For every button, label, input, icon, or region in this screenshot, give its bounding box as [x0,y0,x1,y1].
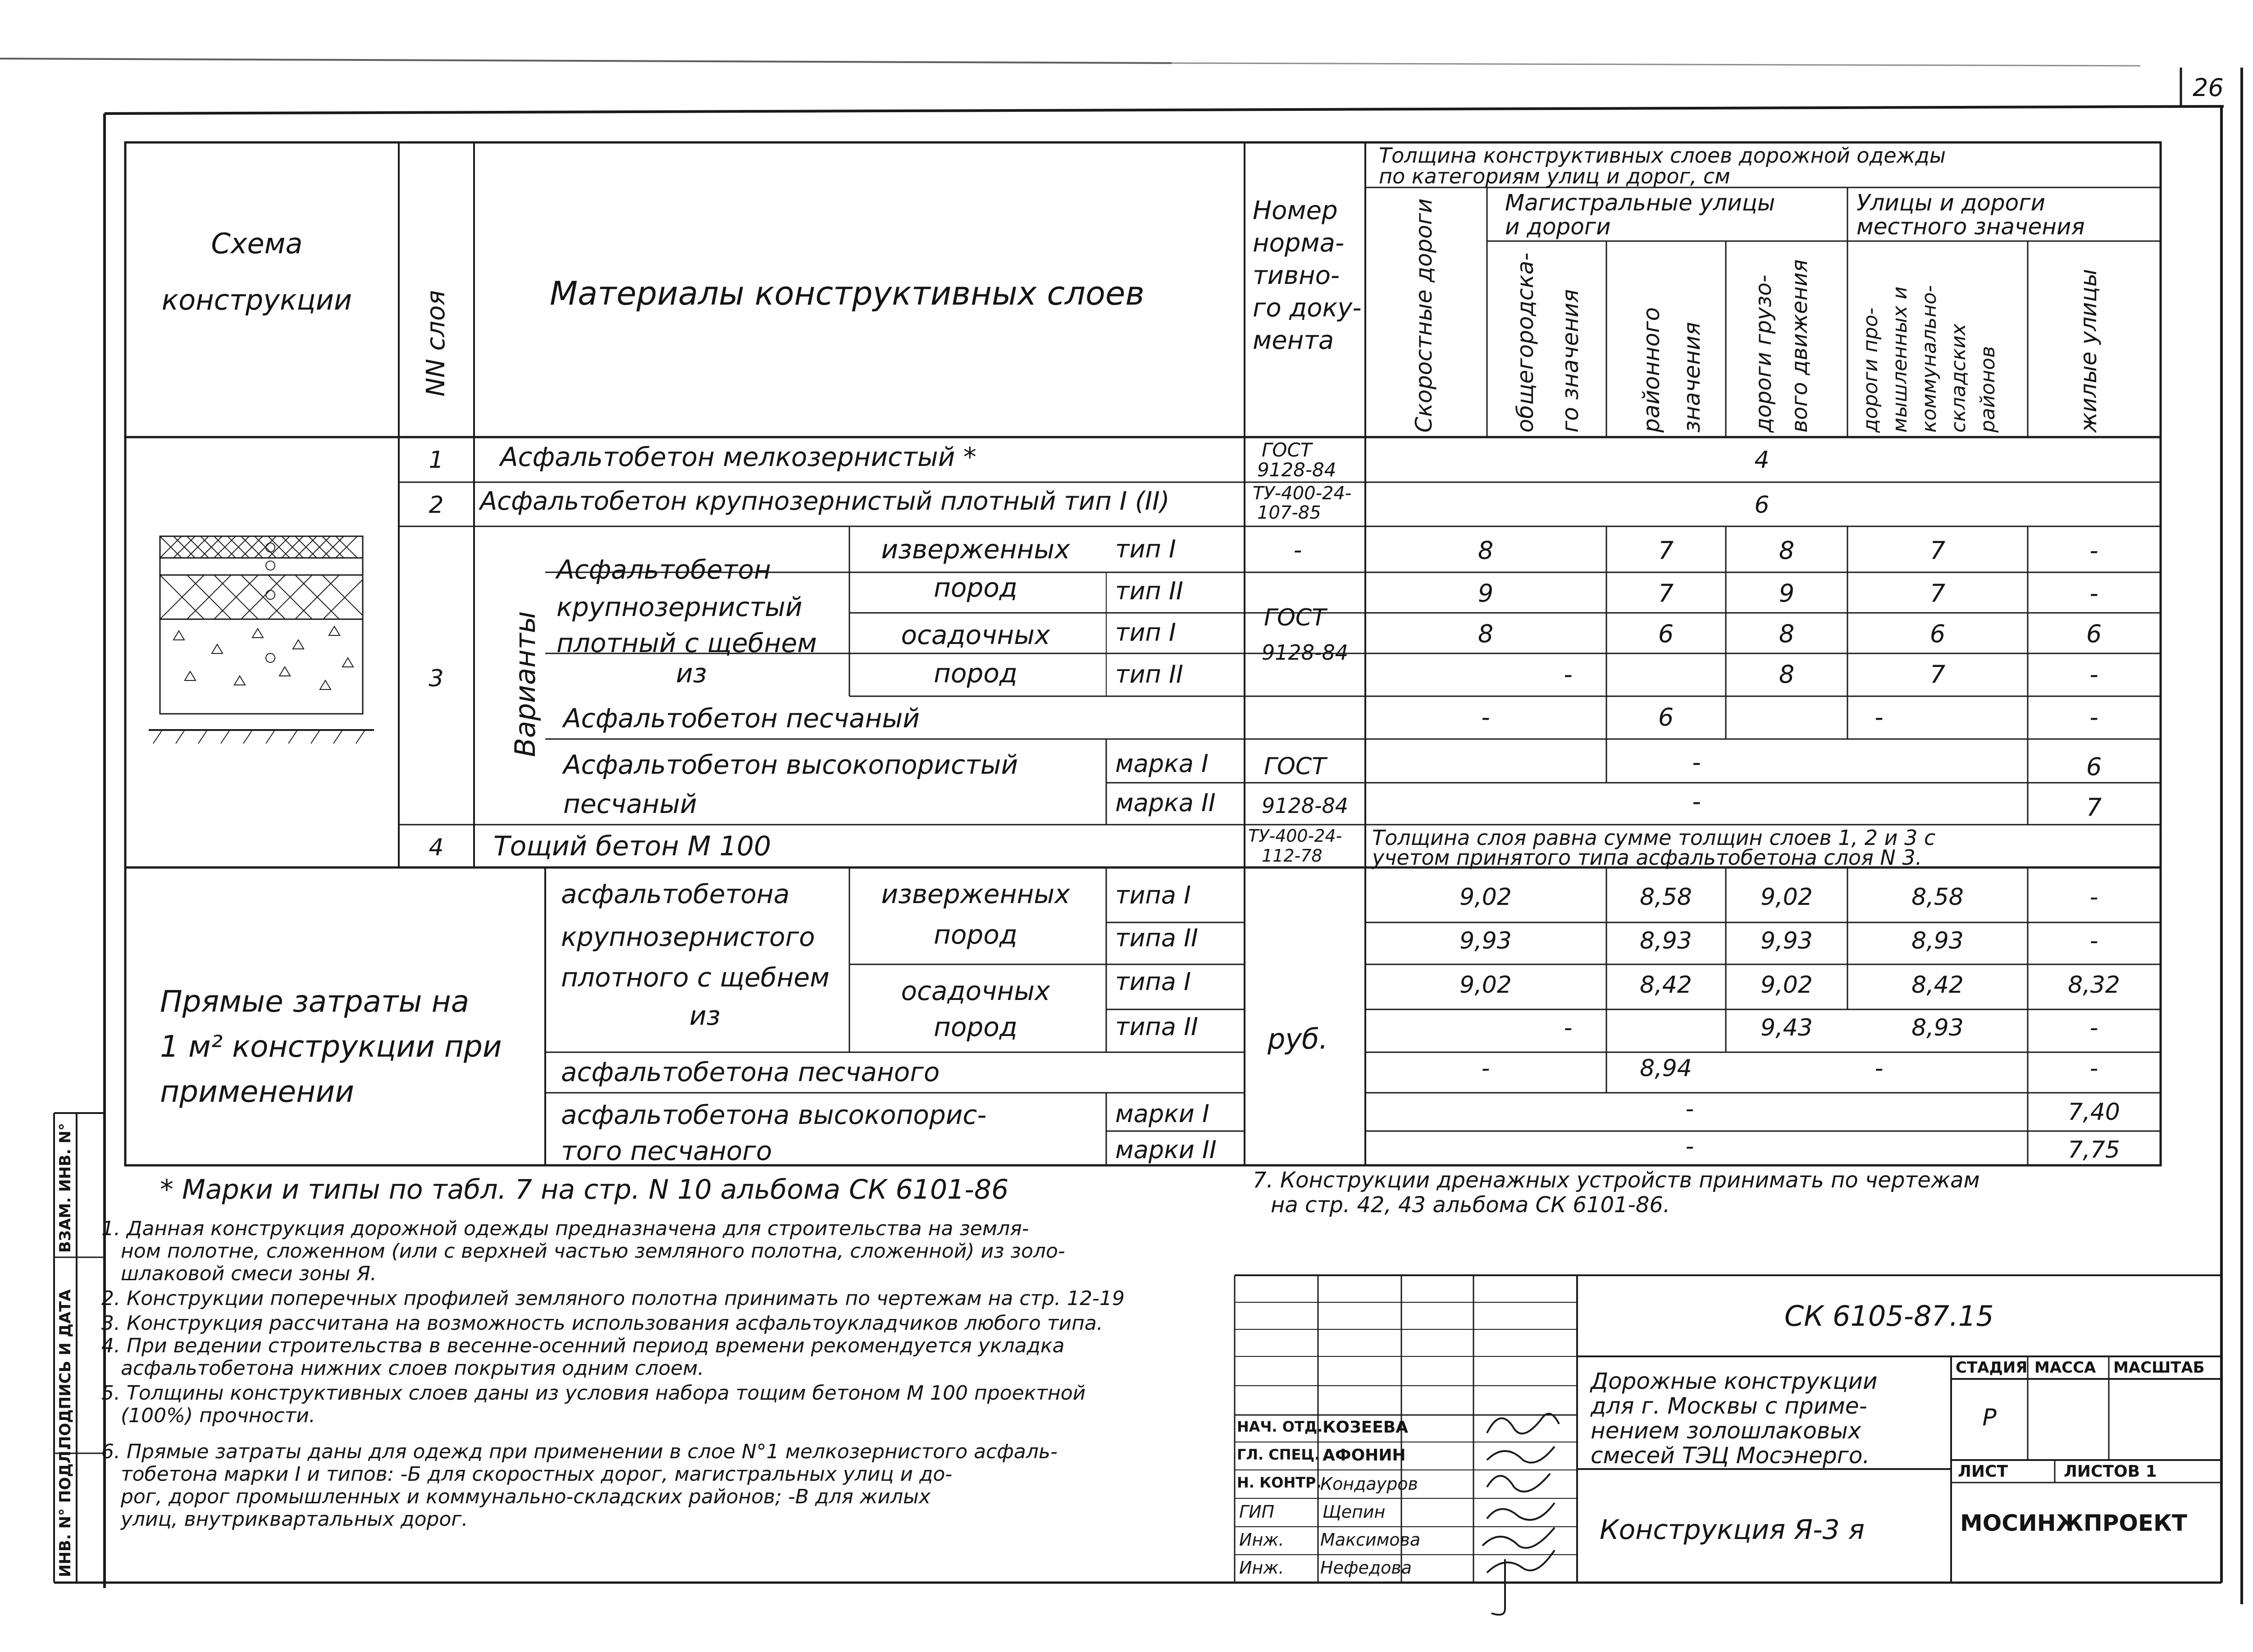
note-6-line-3: рог, дорог промышленных и коммунально-складских районов; -В для жилых [121,1485,931,1508]
note-4-line-2: асфальтобетона нижних слоев покрытия одним слоем. [121,1357,704,1380]
stamp-role-6: Инж. [1239,1558,1284,1578]
stamp-name-5: Максимова [1320,1530,1421,1550]
costs-mat-4: из [689,1000,721,1031]
l3-r1-industrial: 7 [1929,536,1946,565]
layer2-doc-1: ТУ-400-24- [1253,483,1352,504]
note-6-line-1: 6. Прямые затраты даны для одежд при применении в слое N°1 мелкозернистого асфаль- [101,1440,1058,1463]
layer3-igneous-1: изверженных [881,534,1070,565]
l3-sand-v3: - [1874,703,1884,731]
stamp-org: МОСИНЖПРОЕКТ [1960,1510,2187,1536]
header-col-citywide-1: общегородска- [1512,252,1538,433]
header-norm-doc-5: мента [1253,326,1334,355]
layer3-mat-3: плотный с щебнем [556,628,817,658]
header-col-citywide-2: го значения [1557,289,1583,433]
stamp-role-3: Н. КОНТР. [1237,1474,1322,1491]
header-scheme-2: конструкции [161,283,352,316]
note-1-line-3: шлаковой смеси зоны Я. [121,1262,377,1285]
stamp-code: СК 6105-87.15 [1784,1300,1994,1333]
l3-porous-label-2: песчаный [563,789,697,819]
costs-type1-b: типа I [1115,967,1191,996]
cost-porous-r2: 7,75 [2068,1136,2120,1164]
note-5-line-1: 5. Толщины конструктивных слоев даны из условия набора тощим бетоном М 100 проектной [101,1382,1086,1405]
l3-r3-residential: 6 [2086,620,2102,648]
layer1-material: Асфальтобетон мелкозернистый * [500,442,976,472]
l3-r2-industrial: 7 [1929,579,1946,607]
layer2-value: 6 [1754,492,1770,519]
costs-sedimentary-2: пород [934,1012,1017,1042]
cost-r2-residential: - [2089,927,2098,954]
header-col-industrial-3: коммунально- [1918,285,1941,433]
cost-r4-industrial: 8,93 [1911,1014,1964,1041]
header-col-district-1: районного [1638,307,1665,433]
signatures [1482,1414,1559,1615]
l3-porous-v1: - [1692,748,1701,776]
l3-sand-v2: 6 [1658,703,1674,731]
layer3-type1-a: тип I [1115,535,1176,563]
costs-mat-2: крупнозернистого [561,922,815,952]
cost-porous-label-1: асфальтобетона высокопорис- [561,1100,987,1130]
layer4-material: Тощий бетон М 100 [493,831,771,862]
note-2: 2. Конструкции поперечных профилей земляного полотна принимать по чертежам на стр. 12-19 [101,1287,1125,1310]
layer2-material: Асфальтобетон крупнозернистый плотный тип I (II) [480,487,1170,516]
header-norm-doc-3: тивно- [1253,261,1340,290]
stamp-title-4: смесей ТЭЦ Мосэнерго. [1591,1442,1870,1469]
layer1-value: 4 [1754,447,1770,474]
header-col-industrial-2: мышленных и [1888,286,1911,433]
stamp-sheet-title: Конструкция Я-3 я [1600,1514,1865,1546]
note-6-line-4: улиц, внутриквартальных дорог. [121,1508,468,1531]
stamp-name-4: Щепин [1323,1502,1386,1522]
l3-r1-main: 8 [1478,536,1494,565]
l3-r4-main: - [1564,660,1573,689]
layer3-sedimentary-1: осадочных [901,620,1050,650]
l3-sand-v1: - [1481,703,1490,731]
note-6-line-2: тобетона марки I и типов: -Б для скоростных дорог, магистральных улиц и до- [121,1463,953,1486]
l3-sand-label: Асфальтобетон песчаный [563,703,920,734]
costs-sedimentary-1: осадочных [901,976,1050,1006]
header-col-industrial-5: районов [1976,346,1999,433]
costs-mat-1: асфальтобетона [561,879,790,909]
layer2-doc-2: 107-85 [1257,502,1321,523]
costs-title-2: 1 м² конструкции при [160,1029,502,1064]
l3-r2-district: 7 [1658,579,1674,607]
cost-r2-main: 9,93 [1459,927,1512,954]
header-thickness-1: Толщина конструктивных слоев дорожной одежды [1379,143,1946,168]
cost-porous-label-2: того песчаного [561,1136,772,1166]
page-number: 26 [2193,73,2224,102]
stamp-title-1: Дорожные конструкции [1591,1368,1878,1394]
cost-sand-v1: - [1481,1055,1490,1082]
cost-porous-mark2: марки II [1115,1136,1217,1164]
header-materials: Материалы конструктивных слоев [550,274,1145,312]
layer3-mat-1: Асфальтобетон [556,554,771,585]
costs-title-1: Прямые затраты на [160,984,470,1019]
layer3-type1-b: тип I [1115,618,1176,647]
header-col-industrial-4: складских [1947,324,1970,433]
layer3-doc-dash: - [1293,537,1302,564]
l3-r3-freight: 8 [1779,620,1795,648]
stamp-role-5: Инж. [1239,1530,1284,1550]
header-scheme-1: Схема [211,227,303,260]
stamp-name-6: Нефедова [1320,1558,1412,1578]
layer4-doc-2: 112-78 [1262,846,1323,866]
costs-type2-a: типа II [1115,924,1198,952]
note-3: 3. Конструкция рассчитана на возможность использования асфальтоукладчиков любого типа. [101,1312,1103,1335]
layer3-type2-b: тип II [1115,660,1183,689]
layer1-doc-1: ГОСТ [1262,439,1312,461]
header-group-main-1: Магистральные улицы [1505,190,1775,216]
stamp-role-2: ГЛ. СПЕЦ. [1237,1446,1320,1463]
stamp-mass-header: МАССА [2034,1359,2096,1377]
cost-r4-freight: 9,43 [1760,1014,1813,1041]
layer3-igneous-2: пород [934,572,1017,603]
l3-r3-industrial: 6 [1929,620,1946,648]
header-norm-doc-2: норма- [1253,228,1345,258]
header-col-express: Скоростные дороги [1411,198,1437,433]
layer3-variants: Варианты [509,611,542,757]
header-col-freight-1: дороги грузо- [1751,274,1776,433]
costs-mat-3: плотного с щебнем [561,962,830,993]
costs-igneous-2: пород [934,919,1017,950]
layer4-doc-1: ТУ-400-24- [1248,826,1342,846]
l3-r2-freight: 9 [1779,579,1795,607]
layer3-doc-1: ГОСТ [1264,604,1326,631]
layer4-note-2: учетом принятого типа асфальтобетона слоя N 3. [1372,845,1922,870]
stamp-scale-header: МАСШТАБ [2113,1359,2205,1377]
header-group-local-1: Улицы и дороги [1856,190,2045,216]
layer4-note-1: Толщина слоя равна сумме толщин слоев 1, 2 и 3 с [1372,826,1936,850]
layer3-doc-2: 9128-84 [1262,640,1349,665]
costs-type2-b: типа II [1115,1013,1198,1041]
l3-porous-mark2: марка II [1115,789,1216,817]
cost-r1-residential: - [2089,884,2098,911]
l3-r1-freight: 8 [1779,536,1795,565]
layer3-mat-4: из [676,658,707,689]
l3-r2-residential: - [2089,579,2098,607]
layer3-sedimentary-2: пород [934,658,1017,689]
cost-r3-main: 9,02 [1459,972,1512,999]
cost-porous-v2: - [1685,1133,1694,1160]
cost-r2-district: 8,93 [1640,927,1692,954]
l3-r3-main: 8 [1478,620,1494,648]
header-norm-doc-1: Номер [1253,196,1338,225]
side-stamp-replace: ВЗАМ. ИНВ. N° [56,1123,74,1253]
header-norm-doc-4: го доку- [1253,293,1362,323]
stamp-role-4: ГИП [1239,1502,1275,1522]
costs-title-3: применении [160,1074,355,1109]
note-7-line-2: на стр. 42, 43 альбома СК 6101-86. [1271,1192,1670,1218]
stamp-name-2: АФОНИН [1323,1446,1406,1465]
l3-r4-industrial: 7 [1929,660,1946,689]
construction-scheme-drawing [149,536,374,744]
layer2-no: 2 [429,492,444,519]
header-group-main-2: и дороги [1505,214,1611,240]
cost-r3-freight: 9,02 [1760,972,1813,999]
note-7-line-1: 7. Конструкции дренажных устройств принимать по чертежам [1253,1168,1980,1193]
costs-type1-a: типа I [1115,881,1191,909]
cost-sand-label: асфальтобетона песчаного [561,1057,940,1087]
l3-porous-r2: 7 [2086,793,2102,821]
costs-unit: руб. [1268,1022,1328,1055]
l3-r3-district: 6 [1658,620,1674,648]
layer1-no: 1 [429,447,444,474]
cost-r2-industrial: 8,93 [1911,927,1964,954]
stamp-name-3: Кондауров [1320,1474,1418,1494]
header-col-industrial-1: дороги про- [1859,307,1882,433]
l3-r4-freight: 8 [1779,660,1795,689]
note-4-line-1: 4. При ведении строительства в весенне-осенний период времени рекомендуется укладка [101,1334,1065,1357]
side-stamp-inv: ИНВ. N° ПОДЛ. [56,1445,74,1577]
header-layer-no: NN слоя [421,290,451,397]
cost-sand-v3: - [1874,1055,1884,1082]
costs-igneous-1: изверженных [881,879,1070,909]
cost-sand-v4: - [2089,1055,2098,1082]
header-thickness-2: по категориям улиц и дорог, см [1379,164,1730,188]
stamp-stage: Р [1982,1404,1997,1431]
cost-r4-residential: - [2089,1014,2098,1041]
l3-porous-mark1: марка I [1115,749,1209,778]
stamp-sheet-header: ЛИСТ [1958,1462,2008,1481]
stamp-name-1: КОЗЕЕВА [1323,1418,1409,1437]
layer3-type2-a: тип II [1115,577,1183,605]
note-star: * Марки и типы по табл. 7 на стр. N 10 альбома СК 6101-86 [160,1174,1009,1205]
l3-r1-district: 7 [1658,536,1674,565]
l3-porous-v2: - [1692,787,1701,816]
cost-r3-industrial: 8,42 [1911,972,1964,999]
stamp-title-3: нением золошлаковых [1591,1418,1861,1444]
cost-porous-v1: - [1685,1095,1694,1123]
l3-porous-r1: 6 [2086,753,2102,781]
stamp-stage-header: СТАДИЯ [1956,1359,2028,1377]
note-5-line-2: (100%) прочности. [121,1404,315,1427]
cost-sand-v2: 8,94 [1640,1055,1692,1082]
l3-r2-main: 9 [1478,579,1494,607]
stamp-role-1: НАЧ. ОТД. [1237,1418,1323,1435]
l3-r4-residential: - [2089,660,2098,689]
l3-porous-doc-1: ГОСТ [1264,753,1326,780]
note-1-line-1: 1. Данная конструкция дорожной одежды предназначена для строительства на земля- [101,1217,1029,1240]
cost-r2-freight: 9,93 [1760,927,1813,954]
l3-porous-label-1: Асфальтобетон высокопористый [563,749,1018,780]
layer4-no: 4 [429,834,444,861]
stamp-title-2: для г. Москвы с приме- [1591,1393,1867,1419]
cost-r3-district: 8,42 [1640,972,1692,999]
cost-porous-r1: 7,40 [2068,1099,2120,1126]
cost-r1-freight: 9,02 [1760,884,1813,911]
header-group-local-2: местного значения [1856,214,2085,240]
cost-r4-main: - [1564,1014,1573,1041]
side-stamp-sign: ПОДПИСЬ И ДАТА [56,1289,74,1449]
header-col-district-2: значения [1679,322,1705,433]
cost-porous-mark1: марки I [1115,1100,1209,1128]
layer3-no: 3 [429,665,444,692]
note-1-line-2: ном полотне, сложенном (или с верхней частью земляного полотна, сложенной) из золо- [121,1240,1065,1263]
header-col-freight-2: вого движения [1787,259,1812,433]
layer3-mat-2: крупнозернистый [556,592,803,622]
cost-r1-district: 8,58 [1640,884,1692,911]
l3-r1-residential: - [2089,536,2098,565]
l3-sand-v4: - [2089,703,2098,731]
l3-porous-doc-2: 9128-84 [1262,794,1349,818]
cost-r3-residential: 8,32 [2068,972,2120,999]
cost-r1-main: 9,02 [1459,884,1512,911]
layer1-doc-2: 9128-84 [1257,459,1336,481]
header-col-residential: жилые улицы [2075,269,2102,433]
cost-r1-industrial: 8,58 [1911,884,1964,911]
stamp-sheets-header: ЛИСТОВ 1 [2064,1462,2157,1481]
